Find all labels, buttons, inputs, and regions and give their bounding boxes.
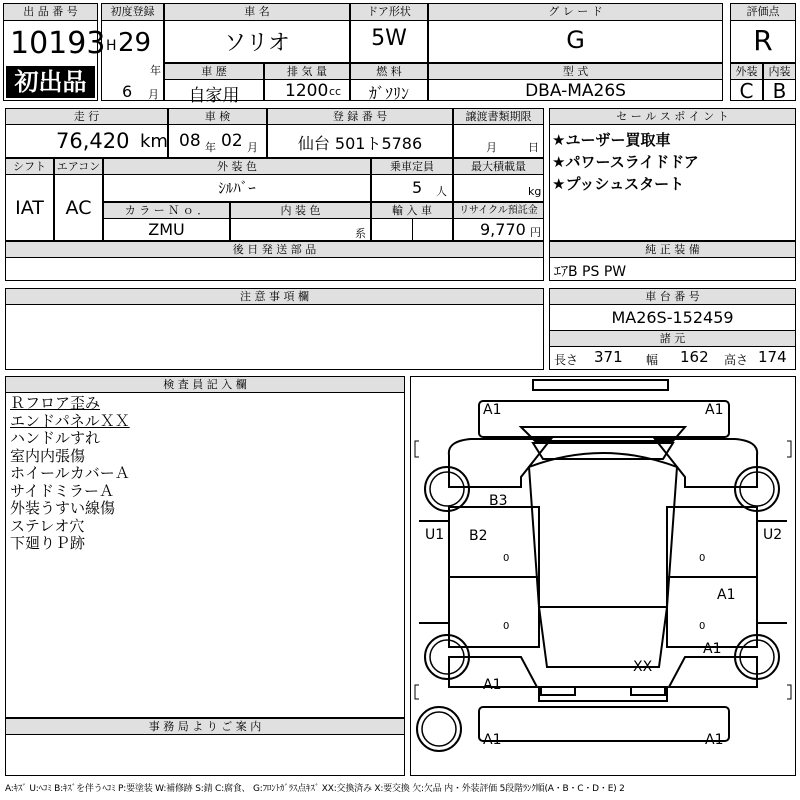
registration-month: 6: [122, 82, 133, 101]
mark-left-sill: U1: [425, 527, 445, 543]
car-diagram-cell: [410, 376, 796, 776]
model-label: 型 式: [429, 64, 722, 80]
legend: A:ｷｽﾞ U:ﾍｺﾐ B:ｷｽﾞを伴うﾍｺﾐ P:要塗装 W:補修跡 S:錆 C:腐食、 G:ﾌﾛﾝﾄｶﾞﾗｽ点ｷｽﾞ XX:交換済み X:要交換 欠:欠品 内・外装評価 5段階ﾗﾝｸ順(A・B・C・D・E) 2: [5, 784, 625, 794]
interior-grade-label: 内装: [764, 64, 795, 80]
car-name-label: 車 名: [165, 4, 349, 21]
air-conditioner: AC: [65, 197, 92, 219]
width-label: 幅: [646, 353, 659, 367]
office-notice-label: 事 務 局 よ り ご 案 内: [6, 719, 404, 735]
model-code: DBA-MA26S: [525, 81, 626, 101]
sales-points-cell: [549, 108, 796, 241]
inspection-month: 02: [221, 131, 243, 151]
transfer-deadline-cell: [453, 108, 544, 158]
inspection-year-unit: 年: [205, 141, 216, 154]
score-label: 評価点: [731, 4, 795, 21]
rear-left-door: [449, 577, 539, 647]
displacement-unit: cc: [329, 85, 342, 98]
equipment-label: 純 正 装 備: [550, 242, 795, 258]
mark-left-rear-fender: A1: [483, 677, 502, 693]
capacity-cell: [371, 158, 453, 202]
import-cell: [371, 202, 453, 241]
lot-number: 10193: [10, 26, 106, 61]
door-label: ドア形状: [351, 4, 427, 21]
inspection-label: 車 検: [169, 109, 266, 125]
plate-label: 登 録 番 号: [268, 109, 452, 125]
zero-marker: 0: [503, 553, 510, 564]
inspector-notes-label: 検 査 員 記 入 欄: [6, 377, 404, 393]
history: 自家用: [188, 86, 240, 106]
max-load-label: 最大積載量: [454, 159, 543, 175]
mark-rear-left: A1: [483, 732, 502, 748]
transfer-deadline-label: 譲渡書類期限: [454, 109, 543, 125]
mileage-cell: [5, 108, 168, 158]
capacity-unit: 人: [436, 185, 447, 198]
shift-label: シフト: [6, 159, 53, 175]
roof: [529, 453, 677, 607]
interior-grade-cell: [763, 63, 796, 101]
fuel-cell: [350, 63, 428, 101]
displacement-cell: [264, 63, 350, 101]
history-cell: [164, 63, 264, 106]
zero-marker: 0: [699, 553, 706, 564]
front-right-door: [667, 507, 757, 577]
sales-point-item: ★パワースライドドア: [552, 153, 699, 171]
inspector-note-line: Ｒフロア歪み: [10, 394, 101, 412]
sales-point-item: ★プッシュスタート: [552, 175, 685, 193]
recycle-fee-unit: 円: [530, 226, 541, 239]
length-label: 長さ: [554, 353, 579, 367]
exterior-color-cell: [103, 158, 371, 202]
exterior-grade-label: 外装: [731, 64, 762, 80]
shift-cell: [5, 158, 54, 241]
interior-grade: B: [772, 79, 787, 103]
displacement-label: 排 気 量: [265, 64, 349, 80]
inspection-month-unit: 月: [247, 141, 258, 154]
exterior-color-label: 外 装 色: [104, 159, 370, 175]
exterior-grade: C: [739, 79, 754, 103]
score: R: [753, 24, 773, 57]
era: H: [106, 38, 117, 54]
tail-lamp-left: [541, 687, 575, 695]
inspector-note-line: エンドパネルＸＸ: [10, 411, 130, 430]
height-label: 高さ: [724, 353, 749, 367]
later-parts-label: 後 日 発 送 部 品: [6, 242, 543, 258]
inspector-notes-cell: [5, 376, 405, 718]
capacity-label: 乗車定員: [372, 159, 452, 175]
sales-point-item: ★ユーザー買取車: [552, 131, 671, 149]
front-bumper-top: [533, 380, 668, 390]
equipment: ｴｱB PS PW: [554, 264, 627, 280]
notes-cell: [5, 288, 544, 370]
exterior-grade-cell: [730, 63, 763, 101]
inspector-note-line: ステレオ穴: [10, 516, 85, 535]
exterior-color: ｼﾙﾊﾞｰ: [218, 179, 256, 197]
plate-cell: [267, 108, 453, 158]
front-left-door: [449, 507, 539, 577]
score-cell: [730, 3, 796, 63]
mileage-unit: km: [140, 131, 168, 152]
mark-right-rear-door: A1: [717, 587, 736, 603]
inspector-note-line: 外装うすい線傷: [10, 499, 116, 517]
inspector-notes-list: [10, 395, 130, 553]
tail-lamp-right: [631, 687, 665, 695]
max-load-unit: kg: [528, 185, 542, 198]
recycle-fee: 9,770: [480, 220, 526, 239]
grade-cell: [428, 3, 723, 63]
history-label: 車 歴: [165, 64, 263, 80]
mark-right-sill: U2: [763, 527, 783, 543]
car-diagram: [411, 377, 795, 775]
first-registration-label: 初度登録: [102, 4, 163, 21]
color-number-label: カ ラ ー Ｎ ｏ ．: [104, 203, 229, 219]
plate-number: 仙台 501ト5786: [297, 134, 423, 153]
mark-front-left: A1: [483, 402, 502, 418]
equipment-cell: [549, 241, 796, 281]
year-unit: 年: [150, 64, 161, 77]
chassis-number: MA26S-152459: [611, 308, 734, 327]
inspection-cell: [168, 108, 267, 158]
car-name-cell: [164, 3, 350, 63]
chassis-cell: [549, 288, 796, 370]
height: 174: [758, 348, 787, 366]
inspection-year: 08: [179, 131, 201, 151]
inspector-note-line: ハンドルすれ: [10, 429, 101, 447]
capacity: 5: [412, 178, 423, 197]
rear-right-fender: [669, 657, 757, 687]
zero-marker: 0: [699, 621, 706, 632]
mark-front-right: A1: [705, 402, 724, 418]
front-bumper: [479, 401, 729, 437]
mark-rear-right: A1: [705, 732, 724, 748]
import-label: 輸 入 車: [372, 203, 452, 219]
chassis-label: 車 台 番 号: [550, 289, 795, 305]
mileage: 76,420: [56, 129, 130, 153]
color-number: ZMU: [148, 220, 185, 239]
mark-rear-glass: XX: [633, 659, 653, 675]
mark-left-front-door: B3: [489, 493, 508, 509]
inspector-note-line: サイドミラーＡ: [10, 481, 114, 500]
max-load-cell: [453, 158, 544, 202]
rear-right-door: [667, 577, 757, 647]
grade-label: グ レ ー ド: [429, 4, 722, 21]
recycle-fee-cell: [453, 202, 544, 241]
color-number-cell: [103, 202, 230, 241]
transfer-day-unit: 日: [528, 141, 539, 154]
wheel-front-left: [425, 467, 469, 511]
zero-marker: 0: [503, 621, 510, 632]
interior-color-cell: [230, 202, 371, 241]
transfer-month-unit: 月: [486, 141, 497, 154]
inspector-note-line: ホイールカバーＡ: [10, 464, 130, 482]
windshield: [533, 443, 673, 459]
first-listing-badge: 初出品: [6, 66, 95, 98]
ac-label: エアコン: [56, 160, 101, 173]
displacement: 1200: [285, 81, 329, 101]
car-name: ソリオ: [224, 31, 290, 56]
fuel-label: 燃 料: [351, 64, 427, 80]
mileage-label: 走 行: [6, 109, 167, 125]
inspector-note-line: 室内内張傷: [10, 446, 86, 465]
interior-color-unit: 系: [355, 227, 366, 240]
mark-right-rear-fender: A1: [703, 641, 722, 657]
dimensions-label: 諸 元: [550, 330, 795, 347]
inspector-note-line: 下廻りＰ跡: [10, 534, 86, 552]
registration-year: 29: [118, 28, 152, 58]
door-cell: [350, 3, 428, 63]
shift: IAT: [15, 197, 44, 219]
grade: G: [566, 26, 585, 54]
fuel: ｶﾞｿﾘﾝ: [368, 84, 409, 103]
lot-number-label: 出 品 番 号: [4, 4, 97, 21]
lot-number-cell: [3, 3, 106, 101]
later-parts-cell: [5, 241, 544, 281]
door-type: 5W: [371, 26, 407, 51]
mark-left-rear-door: B2: [469, 528, 488, 544]
spare-wheel: [417, 707, 461, 751]
sales-points-label: セ ー ル ス ポ イ ン ト: [550, 109, 795, 125]
ac-cell: [54, 158, 103, 241]
rear-bumper: [479, 707, 729, 741]
recycle-fee-label: リサイクル預託金: [454, 203, 543, 219]
rear-glass: [539, 607, 667, 667]
office-notice-cell: [5, 718, 405, 776]
model-cell: [428, 63, 723, 101]
interior-color-label: 内 装 色: [231, 203, 370, 219]
first-registration-cell: [101, 3, 164, 101]
notes-label: 注 意 事 項 欄: [6, 289, 543, 305]
length: 371: [594, 348, 623, 366]
width: 162: [680, 348, 709, 366]
month-unit: 月: [148, 88, 159, 101]
